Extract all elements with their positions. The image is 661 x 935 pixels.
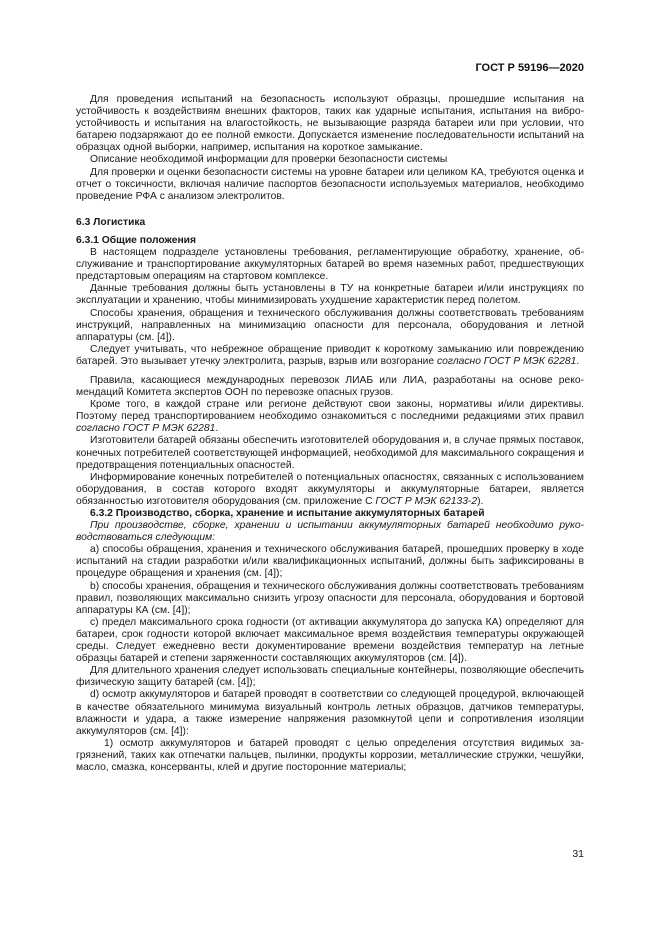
page-number: 31	[572, 848, 584, 860]
paragraph: Способы хранения, обращения и технического обслуживания должны соответствовать требованиям инструкций, направленных на минимизацию опасности для персонала, оборудования и летной аппаратуры (см. [4]).	[76, 307, 584, 343]
intro-paragraph	[76, 520, 584, 544]
sub-item-1: 1) осмотр аккумуляторов и батарей проводят с целью определения отсутствия видимых загрязнений, таких как отпечатки пальцев, пылинки, продукты коррозии, металлические стружки, чешуйки, масло, смазка, консерванты, клей и другие посторонние материалы;	[76, 737, 584, 773]
section-heading-6-3-1: 6.3.1 Общие положения	[76, 234, 196, 246]
paragraph	[76, 399, 584, 435]
standard-header: ГОСТ Р 59196—2020	[475, 62, 584, 74]
paragraph: Правила, касающиеся международных перевозок ЛИАБ или ЛИА, разработаны на основе рекомендаций Комитета экспертов ООН по перевозке опасных грузов.	[76, 374, 584, 399]
paragraph: Описание необходимой информации для проверки безопасности системы	[90, 154, 448, 166]
list-item-c: с) предел максимального срока годности (от активации аккумулятора до запуска КА) определяют для батареи, срок годности которой включает максимальное время воздействия температуры окружающей среды. Следует ежедневно вести документирование времени воздействия температур на летные образцы батарей и степени заряженности составляющих аккумуляторов (см. [4]).	[76, 616, 584, 665]
paragraph: Изготовители батарей обязаны обеспечить изготовителей оборудования и, в случае прямых поставок, конечных потребителей соответствующей информацией, необходимой для максимального сокращения и предотвращения потенциальных опасностей.	[76, 435, 584, 471]
standard-reference: согласно ГОСТ Р МЭК 62281	[76, 423, 216, 435]
paragraph: Данные требования должны быть установлены в ТУ на конкретные батареи и/или инструкциях по эксплуатации и хранению, чтобы минимизировать ухудшение характеристик перед полетом.	[76, 283, 584, 307]
paragraph	[76, 344, 584, 368]
list-item-d: d) осмотр аккумуляторов и батарей проводят в соответствии со следующей процедурой, включающей в качестве обязательного минимума визуальный контроль летных образцов, датчиков температуры, влажности и удара, а также измерение напряжения разомкнутой цепи и сопротивления изоляции аккумуляторов (см. [4]):	[76, 689, 584, 737]
paragraph-end: .	[215, 423, 219, 435]
paragraph	[76, 472, 584, 508]
standard-reference: ГОСТ Р МЭК 62133-2	[375, 495, 478, 507]
section-heading-6-3: 6.3 Логистика	[76, 216, 146, 228]
list-item-b: b) способы хранения, обращения и технического обслуживания должны соответствовать требованиям правил, позволяющих максимально снизить угрозу опасности для персонала, оборудования и бортовой аппаратуры КА (см. [4]);	[76, 580, 584, 616]
page-content	[76, 94, 584, 774]
paragraph: Для проверки и оценки безопасности системы на уровне батареи или целиком КА, требуются оценка и отчет о токсичности, включая наличие паспортов безопасности используемых материалов, необходимо проведение РФА с анализом электролитов.	[76, 166, 584, 202]
paragraph-text: Следует учитывать, что небрежное обращение приводит к короткому замыканию или повреждению батарей. Это вызывает утечку электролита, разрыв, взрыв или возгорание	[76, 343, 584, 367]
section-heading-6-3-2: 6.3.2 Производство, сборка, хранение и испытание аккумуляторных батарей	[90, 508, 485, 519]
paragraph: Для длительного хранения следует использовать специальные контейнеры, позволяющие обеспечить физическую защиту батарей (см. [4]);	[76, 665, 584, 689]
paragraph-text: Кроме того, в каждой стране или регионе действуют свои законы, нормативы и/или директивы. Поэтому перед транспортированием необходимо ознакомиться с последними редакциями этих правил	[76, 399, 584, 423]
paragraph-end: .	[576, 355, 580, 367]
paragraph-end: ).	[477, 495, 484, 507]
list-item-a: а) способы обращения, хранения и технического обслуживания батарей, прошедших проверку в ходе испытаний на стадии разработки и/или квалификационных испытаний, должны быть зафиксированы в процедуре обращения и хранения (см. [4]);	[76, 544, 584, 580]
paragraph: Для проведения испытаний на безопасность используют образцы, прошедшие испытания на устойчивость к воздействиям внешних факторов, таких как ударные испытания, испытания на виброустойчивость и испытания на влагостойкость, не вызывающие разряда батареи или при условии, что батарею подзаряжают до ее полной емкости. Допускается изменение последовательности испытаний на образцах одной выборки, например, испытания на короткое замыкание.	[76, 94, 584, 154]
paragraph: В настоящем подразделе установлены требования, регламентирующие обработку, хранение, обслуживание и транспортирование аккумуляторных батарей во время наземных работ, предшествующих предстартовым операциям на стартовом комплексе.	[76, 247, 584, 283]
standard-reference: согласно ГОСТ Р МЭК 62281	[437, 355, 577, 367]
intro-italic: При производстве, сборке, хранении и испытании аккумуляторных батарей необходимо руководствоваться следующим:	[76, 520, 584, 544]
paragraph-text: Информирование конечных потребителей о потенциальных опасностях, связанных с использованием оборудования, в состав которого входят аккумуляторы и аккумуляторные батареи, является обязанностью изготовителя оборудования (см. приложение С	[76, 471, 584, 507]
